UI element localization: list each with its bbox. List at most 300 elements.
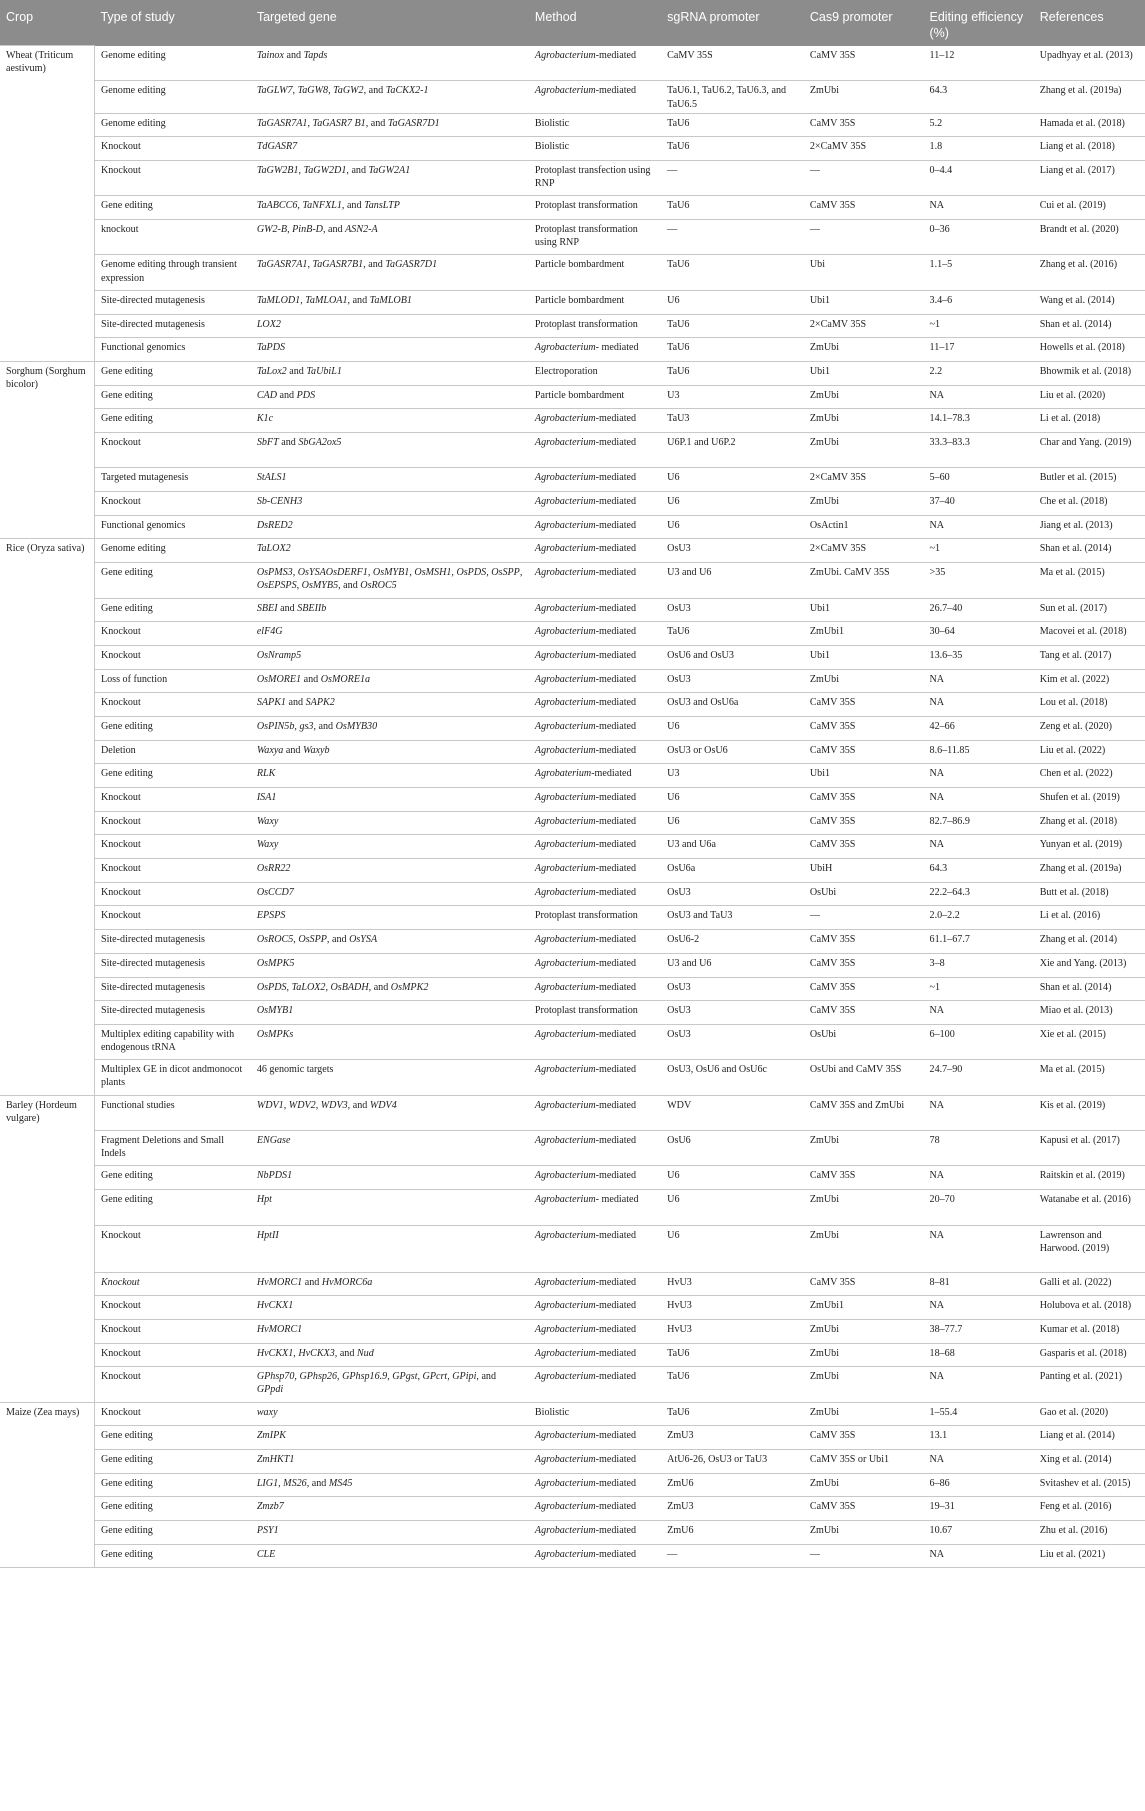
sgrna-promoter-cell: U6 — [661, 1166, 804, 1190]
cas9-promoter-cell: CaMV 35S — [804, 835, 924, 859]
type-cell: Gene editing — [94, 716, 250, 740]
editing-efficiency-cell: ~1 — [924, 977, 1034, 1001]
cas9-promoter-cell: ZmUbi — [804, 385, 924, 409]
table-row — [0, 1319, 1145, 1343]
reference-cell: Liang et al. (2018) — [1034, 137, 1145, 161]
table-row — [0, 716, 1145, 740]
gene-cell: HvCKX1, HvCKX3, and Nud — [251, 1343, 529, 1367]
reference-cell: Cui et al. (2019) — [1034, 196, 1145, 220]
gene-cell: Sb-CENH3 — [251, 492, 529, 516]
editing-efficiency-cell: NA — [924, 1544, 1034, 1568]
cas9-promoter-cell: ZmUbi — [804, 669, 924, 693]
type-cell: Gene editing — [94, 1473, 250, 1497]
reference-cell: Jiang et al. (2013) — [1034, 515, 1145, 539]
crop-cell: Barley (Hordeum vulgare) — [0, 1095, 94, 1402]
editing-efficiency-cell: 64.3 — [924, 81, 1034, 113]
table-row — [0, 468, 1145, 492]
type-cell: Site-directed mutagenesis — [94, 290, 250, 314]
gene-cell: ZmHKT1 — [251, 1450, 529, 1474]
type-cell: Targeted mutagenesis — [94, 468, 250, 492]
type-cell: Gene editing — [94, 598, 250, 622]
sgrna-promoter-cell: OsU3 — [661, 1024, 804, 1059]
method-cell: Protoplast transformation — [529, 906, 661, 930]
table-row — [0, 220, 1145, 255]
cas9-promoter-cell: 2×CaMV 35S — [804, 137, 924, 161]
cas9-promoter-cell: ZmUbi — [804, 492, 924, 516]
table-row — [0, 622, 1145, 646]
sgrna-promoter-cell: ZmU6 — [661, 1521, 804, 1545]
method-cell: Agrobacterium-mediated — [529, 740, 661, 764]
reference-cell: Gasparis et al. (2018) — [1034, 1343, 1145, 1367]
editing-efficiency-cell: NA — [924, 1296, 1034, 1320]
sgrna-promoter-cell: ZmU6 — [661, 1473, 804, 1497]
method-cell: Electroporation — [529, 361, 661, 385]
cas9-promoter-cell: Ubi1 — [804, 598, 924, 622]
cas9-promoter-cell: ZmUbi — [804, 1402, 924, 1426]
header-crop: Crop — [0, 0, 94, 46]
editing-efficiency-cell: 33.3–83.3 — [924, 432, 1034, 467]
reference-cell: Zhang et al. (2018) — [1034, 811, 1145, 835]
method-cell: Agrobacterium-mediated — [529, 835, 661, 859]
editing-efficiency-cell: 82.7–86.9 — [924, 811, 1034, 835]
sgrna-promoter-cell: ZmU3 — [661, 1426, 804, 1450]
reference-cell: Xie et al. (2015) — [1034, 1024, 1145, 1059]
method-cell: Agrobacterium-mediated — [529, 409, 661, 433]
gene-cell: ISA1 — [251, 788, 529, 812]
type-cell: Knockout — [94, 788, 250, 812]
type-cell: Functional studies — [94, 1095, 250, 1130]
sgrna-promoter-cell: TaU3 — [661, 409, 804, 433]
cas9-promoter-cell: OsUbi — [804, 1024, 924, 1059]
table-row — [0, 492, 1145, 516]
reference-cell: Howells et al. (2018) — [1034, 338, 1145, 362]
gene-cell: EPSPS — [251, 906, 529, 930]
reference-cell: Hamada et al. (2018) — [1034, 113, 1145, 137]
gene-cell: HvMORC1 — [251, 1319, 529, 1343]
reference-cell: Ma et al. (2015) — [1034, 563, 1145, 598]
gene-cell: TaPDS — [251, 338, 529, 362]
editing-efficiency-cell: 6–100 — [924, 1024, 1034, 1059]
cas9-promoter-cell: Ubi1 — [804, 361, 924, 385]
sgrna-promoter-cell: U3 — [661, 385, 804, 409]
type-cell: Site-directed mutagenesis — [94, 314, 250, 338]
editing-efficiency-cell: ~1 — [924, 314, 1034, 338]
method-cell: Agrobacterium-mediated — [529, 1343, 661, 1367]
editing-efficiency-cell: NA — [924, 1095, 1034, 1130]
gene-cell: HptII — [251, 1225, 529, 1272]
type-cell: Knockout — [94, 811, 250, 835]
gene-cell: PSY1 — [251, 1521, 529, 1545]
sgrna-promoter-cell: CaMV 35S — [661, 46, 804, 81]
method-cell: Agrobaterium-mediated — [529, 764, 661, 788]
reference-cell: Liu et al. (2020) — [1034, 385, 1145, 409]
table-row — [0, 977, 1145, 1001]
reference-cell: Lou et al. (2018) — [1034, 693, 1145, 717]
reference-cell: Shan et al. (2014) — [1034, 539, 1145, 563]
type-cell: Gene editing — [94, 764, 250, 788]
sgrna-promoter-cell: TaU6 — [661, 196, 804, 220]
type-cell: Knockout — [94, 1225, 250, 1272]
reference-cell: Butler et al. (2015) — [1034, 468, 1145, 492]
editing-efficiency-cell: 61.1–67.7 — [924, 930, 1034, 954]
method-cell: Agrobacterium-mediated — [529, 788, 661, 812]
reference-cell: Zhang et al. (2019a) — [1034, 81, 1145, 113]
table-row — [0, 1272, 1145, 1296]
sgrna-promoter-cell: TaU6 — [661, 1402, 804, 1426]
sgrna-promoter-cell: OsU3 and TaU3 — [661, 906, 804, 930]
header-references: References — [1034, 0, 1145, 46]
reference-cell: Liu et al. (2021) — [1034, 1544, 1145, 1568]
cas9-promoter-cell: UbiH — [804, 859, 924, 883]
gene-cell: DsRED2 — [251, 515, 529, 539]
method-cell: Protoplast transfection using RNP — [529, 160, 661, 195]
cas9-promoter-cell: CaMV 35S — [804, 196, 924, 220]
method-cell: Agrobacterium-mediated — [529, 1060, 661, 1095]
cas9-promoter-cell: Ubi1 — [804, 645, 924, 669]
editing-efficiency-cell: 1.8 — [924, 137, 1034, 161]
table-row — [0, 196, 1145, 220]
cas9-promoter-cell: CaMV 35S — [804, 1426, 924, 1450]
method-cell: Agrobacterium-mediated — [529, 432, 661, 467]
editing-efficiency-cell: 0–4.4 — [924, 160, 1034, 195]
method-cell: Protoplast transformation — [529, 314, 661, 338]
table-row — [0, 361, 1145, 385]
sgrna-promoter-cell: TaU6 — [661, 361, 804, 385]
reference-cell: Butt et al. (2018) — [1034, 882, 1145, 906]
header-type-of-study: Type of study — [94, 0, 250, 46]
sgrna-promoter-cell: U6 — [661, 1190, 804, 1225]
sgrna-promoter-cell: U6P.1 and U6P.2 — [661, 432, 804, 467]
editing-efficiency-cell: 20–70 — [924, 1190, 1034, 1225]
header-editing-efficiency: Editing efficiency (%) — [924, 0, 1034, 46]
gene-cell: CLE — [251, 1544, 529, 1568]
table-row — [0, 409, 1145, 433]
gene-cell: Waxy — [251, 835, 529, 859]
gene-cell: OsNramp5 — [251, 645, 529, 669]
reference-cell: Kapusi et al. (2017) — [1034, 1131, 1145, 1166]
cas9-promoter-cell: CaMV 35S — [804, 953, 924, 977]
gene-cell: CAD and PDS — [251, 385, 529, 409]
reference-cell: Liu et al. (2022) — [1034, 740, 1145, 764]
gene-cell: OsCCD7 — [251, 882, 529, 906]
reference-cell: Yunyan et al. (2019) — [1034, 835, 1145, 859]
table-row — [0, 255, 1145, 290]
editing-efficiency-cell: 11–12 — [924, 46, 1034, 81]
method-cell: Agrobacterium-mediated — [529, 953, 661, 977]
sgrna-promoter-cell: OsU3 — [661, 1001, 804, 1025]
method-cell: Particle bombardment — [529, 385, 661, 409]
method-cell: Particle bombardment — [529, 290, 661, 314]
editing-efficiency-cell: 1–55.4 — [924, 1402, 1034, 1426]
method-cell: Agrobacterium-mediated — [529, 1296, 661, 1320]
method-cell: Agrobacterium-mediated — [529, 1166, 661, 1190]
cas9-promoter-cell: ZmUbi — [804, 338, 924, 362]
sgrna-promoter-cell: AtU6-26, OsU3 or TaU3 — [661, 1450, 804, 1474]
editing-efficiency-cell: 38–77.7 — [924, 1319, 1034, 1343]
table-row — [0, 1402, 1145, 1426]
editing-efficiency-cell: 2.2 — [924, 361, 1034, 385]
type-cell: Gene editing — [94, 385, 250, 409]
method-cell: Agrobacterium-mediated — [529, 645, 661, 669]
reference-cell: Gao et al. (2020) — [1034, 1402, 1145, 1426]
cas9-promoter-cell: OsUbi and CaMV 35S — [804, 1060, 924, 1095]
crop-cell: Sorghum (Sorghum bicolor) — [0, 361, 94, 539]
method-cell: Particle bombardment — [529, 255, 661, 290]
reference-cell: Svitashev et al. (2015) — [1034, 1473, 1145, 1497]
reference-cell: Li et al. (2016) — [1034, 906, 1145, 930]
type-cell: Knockout — [94, 622, 250, 646]
type-cell: Gene editing — [94, 1426, 250, 1450]
editing-efficiency-cell: 5.2 — [924, 113, 1034, 137]
editing-efficiency-cell: NA — [924, 788, 1034, 812]
gene-cell: 46 genomic targets — [251, 1060, 529, 1095]
editing-efficiency-cell: 8.6–11.85 — [924, 740, 1034, 764]
reference-cell: Ma et al. (2015) — [1034, 1060, 1145, 1095]
method-cell: Agrobacterium-mediated — [529, 1319, 661, 1343]
editing-efficiency-cell: NA — [924, 1367, 1034, 1402]
cas9-promoter-cell: CaMV 35S — [804, 930, 924, 954]
editing-efficiency-cell: >35 — [924, 563, 1034, 598]
type-cell: Knockout — [94, 859, 250, 883]
table-row — [0, 314, 1145, 338]
method-cell: Protoplast transformation — [529, 196, 661, 220]
cas9-promoter-cell: ZmUbi1 — [804, 622, 924, 646]
cas9-promoter-cell: CaMV 35S — [804, 1272, 924, 1296]
cas9-promoter-cell: 2×CaMV 35S — [804, 539, 924, 563]
gene-cell: TaLOX2 — [251, 539, 529, 563]
method-cell: Agrobacterium-mediated — [529, 1473, 661, 1497]
type-cell: Genome editing through transient expression — [94, 255, 250, 290]
reference-cell: Che et al. (2018) — [1034, 492, 1145, 516]
editing-efficiency-cell: 13.6–35 — [924, 645, 1034, 669]
type-cell: Gene editing — [94, 361, 250, 385]
table-row — [0, 539, 1145, 563]
method-cell: Agrobacterium-mediated — [529, 598, 661, 622]
gene-cell: K1c — [251, 409, 529, 433]
gene-cell: HvMORC1 and HvMORC6a — [251, 1272, 529, 1296]
gene-cell: GPhsp70, GPhsp26, GPhsp16.9, GPgst, GPcrt, GPipi, and GPpdi — [251, 1367, 529, 1402]
editing-efficiency-cell: 30–64 — [924, 622, 1034, 646]
reference-cell: Brandt et al. (2020) — [1034, 220, 1145, 255]
editing-efficiency-cell: NA — [924, 669, 1034, 693]
gene-cell: SBEI and SBEIIb — [251, 598, 529, 622]
sgrna-promoter-cell: WDV — [661, 1095, 804, 1130]
sgrna-promoter-cell: OsU3 — [661, 977, 804, 1001]
gene-cell: NbPDS1 — [251, 1166, 529, 1190]
table-row — [0, 669, 1145, 693]
editing-efficiency-cell: NA — [924, 1166, 1034, 1190]
reference-cell: Sun et al. (2017) — [1034, 598, 1145, 622]
method-cell: Agrobacterium-mediated — [529, 977, 661, 1001]
editing-efficiency-cell: 3.4–6 — [924, 290, 1034, 314]
gene-cell: OsPIN5b, gs3, and OsMYB30 — [251, 716, 529, 740]
table-row — [0, 645, 1145, 669]
type-cell: Knockout — [94, 1272, 250, 1296]
method-cell: Agrobacterium-mediated — [529, 1544, 661, 1568]
reference-cell: Galli et al. (2022) — [1034, 1272, 1145, 1296]
method-cell: Agrobacterium- mediated — [529, 1190, 661, 1225]
sgrna-promoter-cell: OsU6-2 — [661, 930, 804, 954]
reference-cell: Chen et al. (2022) — [1034, 764, 1145, 788]
reference-cell: Feng et al. (2016) — [1034, 1497, 1145, 1521]
gene-cell: HvCKX1 — [251, 1296, 529, 1320]
reference-cell: Panting et al. (2021) — [1034, 1367, 1145, 1402]
gene-cell: TaGASR7A1, TaGASR7 B1, and TaGASR7D1 — [251, 113, 529, 137]
editing-efficiency-cell: 18–68 — [924, 1343, 1034, 1367]
editing-efficiency-cell: ~1 — [924, 539, 1034, 563]
reference-cell: Shan et al. (2014) — [1034, 314, 1145, 338]
method-cell: Agrobacterium-mediated — [529, 515, 661, 539]
type-cell: Gene editing — [94, 1544, 250, 1568]
table-row — [0, 338, 1145, 362]
method-cell: Agrobacterium-mediated — [529, 716, 661, 740]
method-cell: Agrobacterium-mediated — [529, 622, 661, 646]
reference-cell: Liang et al. (2017) — [1034, 160, 1145, 195]
method-cell: Agrobacterium-mediated — [529, 1024, 661, 1059]
gene-cell: Waxy — [251, 811, 529, 835]
sgrna-promoter-cell: TaU6 — [661, 113, 804, 137]
gene-cell: Tainox and Tapds — [251, 46, 529, 81]
cas9-promoter-cell: Ubi — [804, 255, 924, 290]
table-row — [0, 46, 1145, 81]
editing-efficiency-cell: 10.67 — [924, 1521, 1034, 1545]
table-row — [0, 598, 1145, 622]
type-cell: Deletion — [94, 740, 250, 764]
sgrna-promoter-cell: OsU3, OsU6 and OsU6c — [661, 1060, 804, 1095]
cas9-promoter-cell: — — [804, 1544, 924, 1568]
type-cell: Gene editing — [94, 1166, 250, 1190]
editing-efficiency-cell: 0–36 — [924, 220, 1034, 255]
reference-cell: Zhang et al. (2016) — [1034, 255, 1145, 290]
gene-cell: Zmzb7 — [251, 1497, 529, 1521]
gene-cell: OsMORE1 and OsMORE1a — [251, 669, 529, 693]
table-row — [0, 1426, 1145, 1450]
sgrna-promoter-cell: U3 and U6a — [661, 835, 804, 859]
editing-efficiency-cell: NA — [924, 1225, 1034, 1272]
gene-cell: TdGASR7 — [251, 137, 529, 161]
sgrna-promoter-cell: — — [661, 160, 804, 195]
method-cell: Biolistic — [529, 1402, 661, 1426]
cas9-promoter-cell: — — [804, 160, 924, 195]
cas9-promoter-cell: — — [804, 220, 924, 255]
editing-efficiency-cell: 37–40 — [924, 492, 1034, 516]
reference-cell: Tang et al. (2017) — [1034, 645, 1145, 669]
reference-cell: Shan et al. (2014) — [1034, 977, 1145, 1001]
cas9-promoter-cell: CaMV 35S — [804, 977, 924, 1001]
gene-cell: Waxya and Waxyb — [251, 740, 529, 764]
method-cell: Agrobacterium-mediated — [529, 1272, 661, 1296]
reference-cell: Char and Yang. (2019) — [1034, 432, 1145, 467]
sgrna-promoter-cell: OsU3 — [661, 882, 804, 906]
cas9-promoter-cell: ZmUbi1 — [804, 1296, 924, 1320]
type-cell: knockout — [94, 220, 250, 255]
method-cell: Agrobacterium-mediated — [529, 693, 661, 717]
editing-efficiency-cell: 3–8 — [924, 953, 1034, 977]
type-cell: Knockout — [94, 835, 250, 859]
cas9-promoter-cell: ZmUbi — [804, 1521, 924, 1545]
sgrna-promoter-cell: OsU6a — [661, 859, 804, 883]
editing-efficiency-cell: NA — [924, 764, 1034, 788]
reference-cell: Zhu et al. (2016) — [1034, 1521, 1145, 1545]
type-cell: Gene editing — [94, 409, 250, 433]
editing-efficiency-cell: NA — [924, 1001, 1034, 1025]
table-row — [0, 1095, 1145, 1130]
gene-cell: elF4G — [251, 622, 529, 646]
sgrna-promoter-cell: U3 and U6 — [661, 563, 804, 598]
gene-cell: ENGase — [251, 1131, 529, 1166]
type-cell: Genome editing — [94, 539, 250, 563]
table-row — [0, 811, 1145, 835]
cas9-promoter-cell: ZmUbi — [804, 1225, 924, 1272]
table-row — [0, 1024, 1145, 1059]
cas9-promoter-cell: CaMV 35S — [804, 113, 924, 137]
cas9-promoter-cell: 2×CaMV 35S — [804, 468, 924, 492]
editing-efficiency-cell: NA — [924, 835, 1034, 859]
type-cell: Genome editing — [94, 81, 250, 113]
type-cell: Gene editing — [94, 1190, 250, 1225]
table-row — [0, 1450, 1145, 1474]
type-cell: Knockout — [94, 645, 250, 669]
reference-cell: Holubova et al. (2018) — [1034, 1296, 1145, 1320]
method-cell: Agrobacterium-mediated — [529, 539, 661, 563]
method-cell: Agrobacterium-mediated — [529, 81, 661, 113]
cas9-promoter-cell: ZmUbi — [804, 1190, 924, 1225]
table-row — [0, 764, 1145, 788]
reference-cell: Shufen et al. (2019) — [1034, 788, 1145, 812]
cas9-promoter-cell: ZmUbi — [804, 1131, 924, 1166]
table-row — [0, 515, 1145, 539]
method-cell: Agrobacterium-mediated — [529, 930, 661, 954]
header-cas9-promoter: Cas9 promoter — [804, 0, 924, 46]
type-cell: Knockout — [94, 882, 250, 906]
editing-efficiency-cell: 8–81 — [924, 1272, 1034, 1296]
cas9-promoter-cell: — — [804, 906, 924, 930]
editing-efficiency-cell: 14.1–78.3 — [924, 409, 1034, 433]
sgrna-promoter-cell: OsU3 or OsU6 — [661, 740, 804, 764]
type-cell: Knockout — [94, 137, 250, 161]
cas9-promoter-cell: ZmUbi — [804, 81, 924, 113]
reference-cell: Kumar et al. (2018) — [1034, 1319, 1145, 1343]
sgrna-promoter-cell: TaU6 — [661, 1367, 804, 1402]
reference-cell: Xie and Yang. (2013) — [1034, 953, 1145, 977]
reference-cell: Zeng et al. (2020) — [1034, 716, 1145, 740]
reference-cell: Bhowmik et al. (2018) — [1034, 361, 1145, 385]
editing-efficiency-cell: 1.1–5 — [924, 255, 1034, 290]
cas9-promoter-cell: Ubi1 — [804, 290, 924, 314]
type-cell: Gene editing — [94, 196, 250, 220]
gene-cell: OsRR22 — [251, 859, 529, 883]
type-cell: Knockout — [94, 693, 250, 717]
table-row — [0, 740, 1145, 764]
method-cell: Protoplast transformation using RNP — [529, 220, 661, 255]
cas9-promoter-cell: CaMV 35S or Ubi1 — [804, 1450, 924, 1474]
sgrna-promoter-cell: HvU3 — [661, 1272, 804, 1296]
gene-cell: waxy — [251, 1402, 529, 1426]
sgrna-promoter-cell: OsU3 — [661, 598, 804, 622]
reference-cell: Xing et al. (2014) — [1034, 1450, 1145, 1474]
sgrna-promoter-cell: OsU3 — [661, 669, 804, 693]
type-cell: Gene editing — [94, 1497, 250, 1521]
sgrna-promoter-cell: OsU3 and OsU6a — [661, 693, 804, 717]
method-cell: Agrobacterium-mediated — [529, 1225, 661, 1272]
cas9-promoter-cell: ZmUbi. CaMV 35S — [804, 563, 924, 598]
method-cell: Agrobacterium-mediated — [529, 1521, 661, 1545]
type-cell: Functional genomics — [94, 338, 250, 362]
sgrna-promoter-cell: TaU6 — [661, 255, 804, 290]
cas9-promoter-cell: CaMV 35S — [804, 740, 924, 764]
cas9-promoter-cell: CaMV 35S — [804, 788, 924, 812]
method-cell: Agrobacterium-mediated — [529, 1095, 661, 1130]
